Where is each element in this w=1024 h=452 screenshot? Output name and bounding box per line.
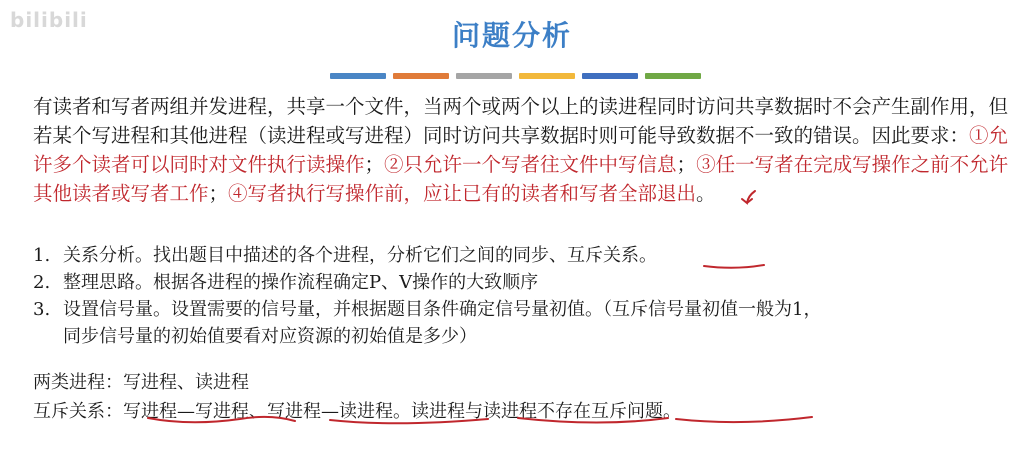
requirement-1: ①允许多个读者可以同时对文件执行读操作 (33, 124, 1009, 176)
separator: ； (208, 182, 229, 205)
step-continuation: 同步信号量的初始值要看对应资源的初始值是多少） (63, 326, 477, 347)
underline-hand-drawn (518, 418, 668, 423)
problem-text: 有读者和写者两组并发进程，共享一个文件，当两个或两个以上的读进程同时访问共享数据时不会产生副作用，但若某个写进程和其他进程（读进程或写进程）同时访问共享数据时则可能导致数据不一致的错误。因此要求： (33, 95, 1009, 147)
process-types: 两类进程：写进程、读进程 (33, 372, 249, 393)
step-text: 设置信号量。设置需要的信号量，并根据题目条件确定信号量初值。（互斥信号量初值一般为1， (63, 299, 822, 320)
separator: ； (364, 153, 385, 176)
arrow-mark (742, 191, 755, 203)
step-number: 3. (33, 299, 51, 320)
underline-hand-drawn (676, 417, 812, 422)
requirement-4: ④写者执行写操作前，应让已有的读者和写者全部退出 (228, 182, 697, 205)
underline-hand-drawn (148, 417, 295, 422)
step-text: 关系分析。找出题目中描述的各个进程，分析它们之间的同步、互斥关系。 (63, 245, 657, 266)
step-number: 1. (33, 245, 51, 266)
mutex-relations: 互斥关系：写进程—写进程、写进程—读进程。读进程与读进程不存在互斥问题。 (33, 401, 681, 422)
page-title: 问题分析 (451, 19, 572, 52)
bilibili-watermark: bilibili (10, 8, 88, 32)
underline-hand-drawn (704, 265, 764, 268)
underline-hand-drawn (330, 419, 488, 423)
separator: ； (676, 153, 697, 176)
requirement-2: ②只允许一个写者往文件中写信息 (384, 153, 677, 176)
step-text: 整理思路。根据各进程的操作流程确定P、V操作的大致顺序 (63, 272, 539, 293)
step-number: 2. (33, 272, 51, 293)
terminal-punctuation: 。 (696, 182, 716, 205)
requirement-3: ③任一写者在完成写操作之前不允许其他读者或写者工作 (33, 153, 1009, 205)
